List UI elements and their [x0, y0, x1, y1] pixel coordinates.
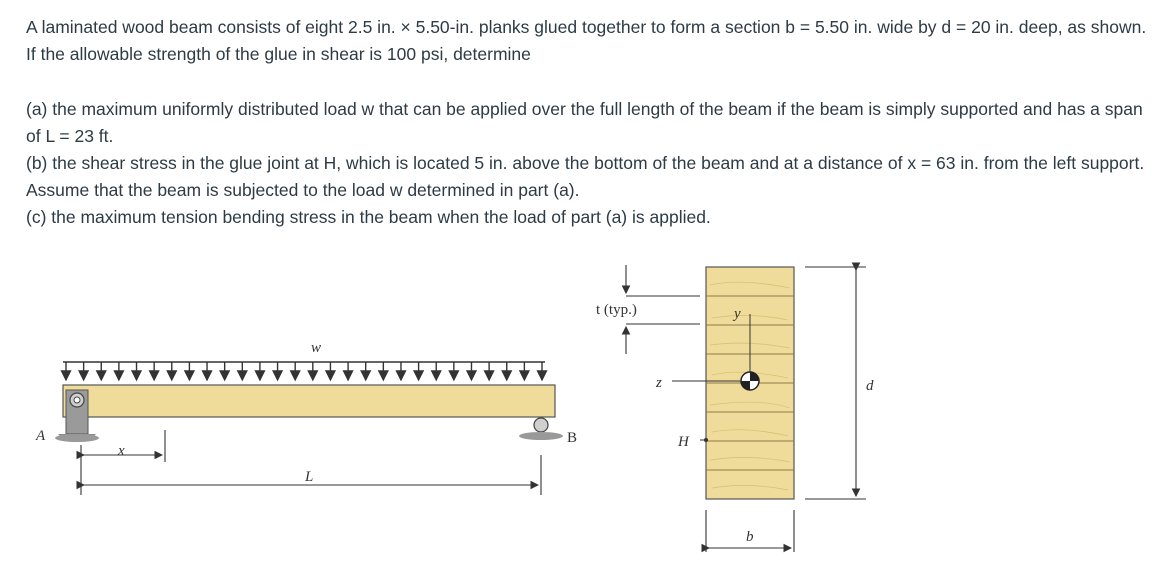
dimension-t: [626, 265, 700, 354]
load-label-w: w: [311, 340, 322, 356]
axis-label-y: y: [734, 306, 741, 322]
dim-label-t: t (typ.): [596, 302, 637, 318]
dim-label-L: L: [305, 469, 314, 485]
problem-part-a: (a) the maximum uniformly distributed load w that can be applied over the full length of the beam if the beam is simply supported and has a span of L = 23 ft.: [26, 99, 1143, 146]
problem-intro: A laminated wood beam consists of eight 2.5 in. × 5.50-in. planks glued together to form a section b = 5.50 in. wide by d = 20 in. deep, as shown. If the allowable strength of the glue in shear is 100 psi, determine: [26, 17, 1147, 64]
roller-support-B: [519, 418, 563, 440]
joint-label-H: H: [678, 434, 689, 450]
axis-label-z: z: [656, 375, 662, 391]
beam-body: [63, 385, 555, 417]
cross-section: [672, 267, 794, 499]
support-label-B: B: [567, 430, 578, 446]
dimension-d: [805, 267, 866, 499]
problem-part-b: (b) the shear stress in the glue joint at H, which is located 5 in. above the bottom of the beam and at a distance of x = 63 in. from the left support. Assume that the beam is subjected to the load w determined in part (a).: [26, 153, 1145, 200]
distributed-load-arrows: [63, 362, 545, 380]
dim-label-x: x: [118, 443, 125, 459]
joint-H-marker: [700, 438, 708, 442]
dim-label-b: b: [746, 529, 754, 545]
dim-label-d: d: [866, 378, 874, 394]
support-label-A: A: [36, 428, 46, 444]
problem-part-c: (c) the maximum tension bending stress in the beam when the load of part (a) is applied.: [26, 207, 711, 227]
